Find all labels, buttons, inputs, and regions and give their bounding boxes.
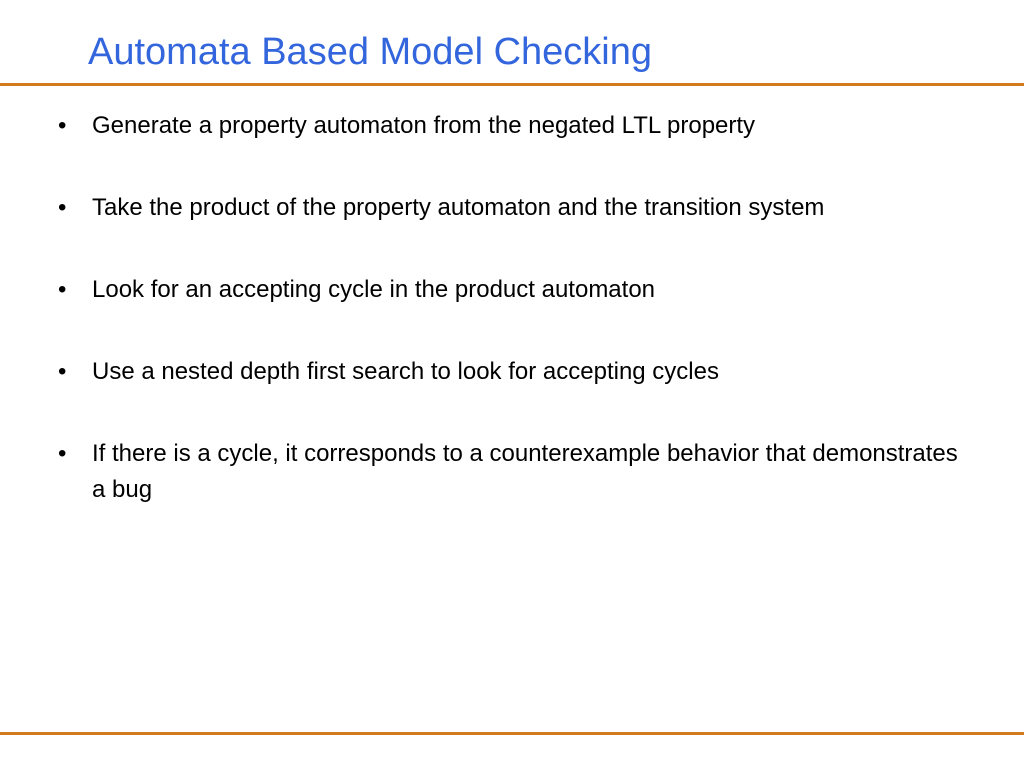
title-divider	[0, 83, 1024, 86]
bullet-item	[0, 272, 1024, 308]
bullet-dot-icon: •	[58, 276, 67, 303]
bullet-item	[0, 436, 1024, 508]
bullet-dot-icon: •	[58, 358, 67, 385]
slide-title: Automata Based Model Checking	[88, 31, 652, 73]
bullet-dot-icon: •	[58, 112, 67, 139]
bullet-text: Generate a property automaton from the negated LTL property	[92, 112, 756, 139]
bullet-text: Take the product of the property automaton and the transition system	[92, 194, 825, 221]
bullet-item	[0, 108, 1024, 144]
bullet-text: Use a nested depth first search to look for accepting cycles	[92, 358, 719, 385]
bullet-list	[0, 108, 1024, 554]
bullet-item	[0, 354, 1024, 390]
bullet-item	[0, 190, 1024, 226]
bullet-dot-icon: •	[58, 440, 67, 467]
footer-divider	[0, 732, 1024, 735]
bullet-text: Look for an accepting cycle in the product automaton	[92, 276, 656, 303]
bullet-text: If there is a cycle, it corresponds to a counterexample behavior that demonstrates a bug	[92, 440, 958, 503]
bullet-dot-icon: •	[58, 194, 67, 221]
